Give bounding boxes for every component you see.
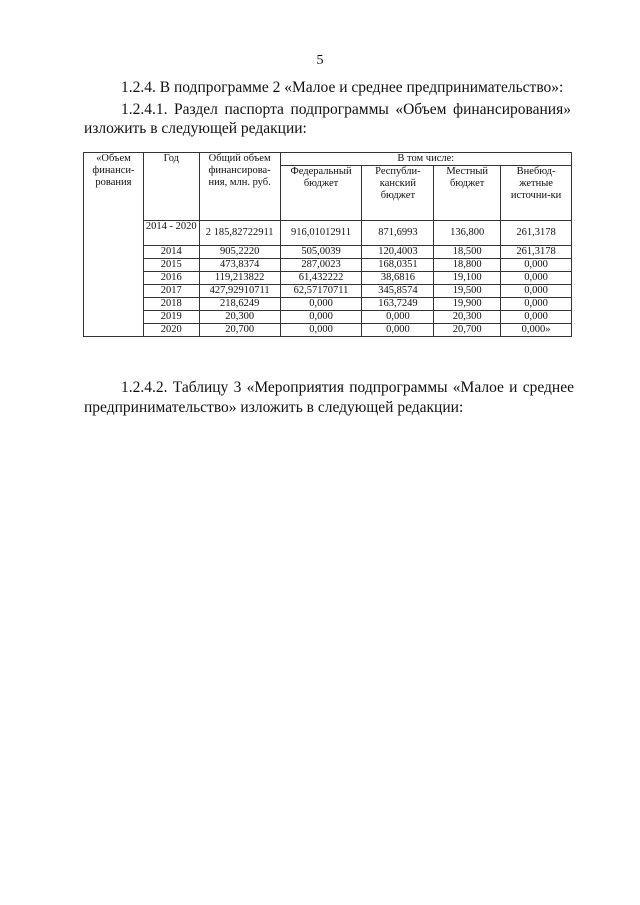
table-row — [84, 221, 572, 246]
cell-local: 136,800 — [434, 221, 501, 246]
cell-republic: 345,8574 — [362, 285, 434, 298]
cell-year: 2015 — [143, 259, 199, 272]
header-including: В том числе: — [280, 153, 571, 166]
cell-year: 2017 — [143, 285, 199, 298]
cell-total: 119,213822 — [199, 272, 280, 285]
cell-extra: 0,000» — [501, 324, 572, 337]
cell-republic: 163,7249 — [362, 298, 434, 311]
cell-extra: 0,000 — [501, 259, 572, 272]
cell-federal: 61,432222 — [280, 272, 362, 285]
header-federal: Федеральный бюджет — [280, 166, 362, 221]
cell-local: 18,800 — [434, 259, 501, 272]
row-label: «Объем финанси-рования — [84, 153, 144, 337]
cell-local: 20,300 — [434, 311, 501, 324]
cell-local: 19,100 — [434, 272, 501, 285]
page-number: 5 — [316, 53, 324, 68]
paragraph-1-2-4-2: 1.2.4.2. Таблицу 3 «Мероприятия подпрограммы «Малое и среднее — [121, 379, 574, 396]
cell-local: 19,500 — [434, 285, 501, 298]
cell-republic: 0,000 — [362, 324, 434, 337]
cell-year: 2019 — [143, 311, 199, 324]
cell-extra: 0,000 — [501, 311, 572, 324]
header-total: Общий объем финансирова-ния, млн. руб. — [199, 153, 280, 221]
cell-republic: 871,6993 — [362, 221, 434, 246]
cell-total: 20,700 — [199, 324, 280, 337]
cell-federal: 0,000 — [280, 298, 362, 311]
cell-year: 2016 — [143, 272, 199, 285]
financing-table — [83, 152, 572, 337]
cell-total: 20,300 — [199, 311, 280, 324]
table-row — [84, 311, 572, 324]
cell-extra: 261,3178 — [501, 246, 572, 259]
paragraph-1-2-4-2-cont: предпринимательство» изложить в следующей редакции: — [84, 399, 464, 416]
header-extra: Внебюд-жетные источни-ки — [501, 166, 572, 221]
cell-federal: 62,57170711 — [280, 285, 362, 298]
cell-total: 218,6249 — [199, 298, 280, 311]
cell-local: 19,900 — [434, 298, 501, 311]
cell-federal: 0,000 — [280, 324, 362, 337]
cell-federal: 287,0023 — [280, 259, 362, 272]
cell-extra: 0,000 — [501, 285, 572, 298]
cell-republic: 0,000 — [362, 311, 434, 324]
table-row — [84, 298, 572, 311]
cell-federal: 505,0039 — [280, 246, 362, 259]
cell-extra: 0,000 — [501, 272, 572, 285]
cell-total: 473,8374 — [199, 259, 280, 272]
paragraph-1-2-4: 1.2.4. В подпрограмме 2 «Малое и среднее предпринимательство»: — [121, 79, 564, 96]
header-local: Местный бюджет — [434, 166, 501, 221]
cell-republic: 168,0351 — [362, 259, 434, 272]
paragraph-1-2-4-1-cont: изложить в следующей редакции: — [84, 120, 307, 137]
cell-republic: 120,4003 — [362, 246, 434, 259]
cell-total: 427,92910711 — [199, 285, 280, 298]
cell-year: 2014 - 2020 — [143, 221, 199, 246]
table-row — [84, 324, 572, 337]
cell-year: 2018 — [143, 298, 199, 311]
cell-federal: 0,000 — [280, 311, 362, 324]
header-year: Год — [143, 153, 199, 221]
cell-year: 2014 — [143, 246, 199, 259]
table-row — [84, 246, 572, 259]
table-row — [84, 259, 572, 272]
cell-federal: 916,01012911 — [280, 221, 362, 246]
cell-republic: 38,6816 — [362, 272, 434, 285]
cell-local: 20,700 — [434, 324, 501, 337]
paragraph-1-2-4-1: 1.2.4.1. Раздел паспорта подпрограммы «Объем финансирования» — [121, 101, 571, 118]
table-row — [84, 272, 572, 285]
cell-local: 18,500 — [434, 246, 501, 259]
header-republic: Республи-канский бюджет — [362, 166, 434, 221]
table-row — [84, 285, 572, 298]
cell-total: 905,2220 — [199, 246, 280, 259]
cell-extra: 261,3178 — [501, 221, 572, 246]
cell-total: 2 185,82722911 — [199, 221, 280, 246]
cell-year: 2020 — [143, 324, 199, 337]
cell-extra: 0,000 — [501, 298, 572, 311]
